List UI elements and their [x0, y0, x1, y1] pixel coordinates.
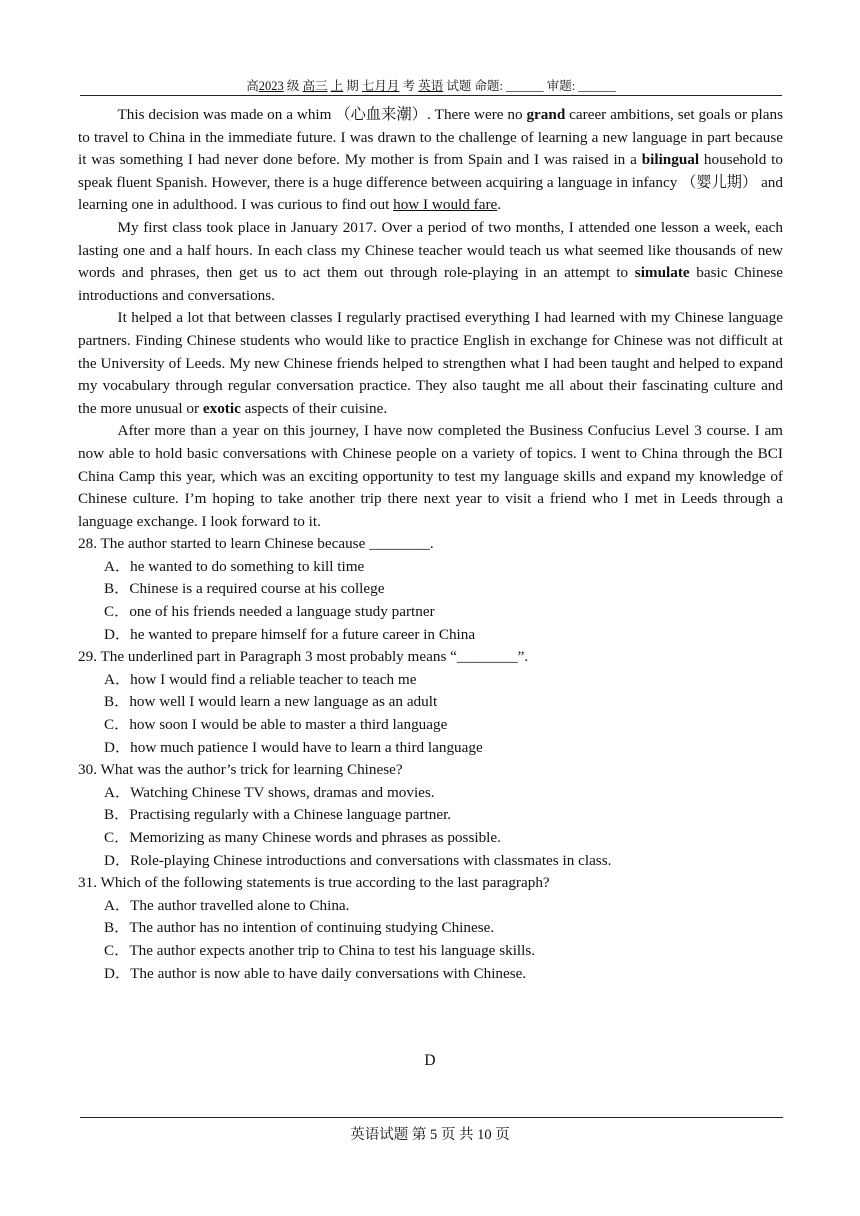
keyword-exotic: exotic — [202, 399, 241, 417]
header-term: 上 — [330, 79, 344, 93]
header-subject: 英语 — [418, 79, 444, 93]
option-a: A．how I would find a reliable teacher to teach me — [104, 670, 417, 688]
page-header — [80, 78, 782, 96]
header-text: 考 — [399, 79, 419, 93]
passage-paragraph-3: It helped a lot that between classes I regularly practised everything I had learned with my Chinese language partners. Finding Chinese students who would like to practice English in exchange for Chinese was not difficult at the University of Leeds. My new Chinese friends helped to strengthen what I had been taught and helped to expand my vocabulary through regular conversation practice. They also taught me all about their fascinating culture and the more unusual or exotic aspects of their cuisine. — [78, 309, 783, 417]
question-stem: 30. What was the author’s trick for learning Chinese? — [78, 761, 403, 779]
option-c: C．Memorizing as many Chinese words and phrases as possible. — [104, 829, 501, 846]
option-d: D．how much patience I would have to learn a third language — [104, 738, 483, 756]
option-b: B．Practising regularly with a Chinese language partner. — [104, 806, 452, 824]
passage-paragraph-1: This decision was made on a whim （心血来潮）. There were no grand career ambitions, set goals or plans to travel to China in the immediate future. I was drawn to the challenge of learning a new language in part because it was something I had never done before. My mother is from Spain and I was raised in a bilingual household to speak fluent Spanish. However, there is a huge difference between acquiring a language in infancy （婴儿期） and learning one in adulthood. I was curious to find out how I would fare. — [78, 106, 784, 214]
question-30 — [78, 759, 783, 872]
option-b: B．Chinese is a required course at his college — [104, 580, 385, 598]
option-a: A．he wanted to do something to kill time — [104, 557, 365, 575]
header-month: 七月月 — [361, 79, 400, 93]
option-c: C．one of his friends needed a language study partner — [104, 603, 435, 621]
option-c: C．how soon I would be able to master a third language — [104, 716, 448, 734]
section-heading: D — [424, 1052, 436, 1069]
passage-paragraph-2: My first class took place in January 2017. Over a period of two months, I attended one lesson a week, each lasting one and a half hours. In each class my Chinese teacher would teach us what seemed like thousands of new words and phrases, then get us to act them out through role-playing in an attempt to simulate basic Chinese introductions and conversations. — [78, 218, 783, 304]
page-content — [78, 104, 783, 985]
question-31 — [78, 872, 783, 985]
question-29 — [78, 646, 783, 759]
option-a: A．The author travelled alone to China. — [104, 896, 350, 914]
keyword-bilingual: bilingual — [641, 151, 700, 169]
header-text: 试题 命题: — [443, 79, 507, 93]
keyword-simulate: simulate — [634, 264, 690, 282]
question-stem: 28. The author started to learn Chinese because ________. — [78, 535, 434, 553]
header-setter-blank: ______ — [506, 79, 544, 93]
passage-paragraph-4: After more than a year on this journey, I have now completed the Business Confucius Level 3 course. I am now able to hold basic conversations with Chinese people on a variety of topics. I went to China through the BCI China Camp this year, which was an exciting opportunity to test my language skills and expand my knowledge of Chinese culture. I’m hoping to take another trip there next year to visit a friend who I met in Leeds through a language exchange. I look forward to it. — [78, 422, 783, 530]
option-d: D．Role-playing Chinese introductions and conversations with classmates in class. — [104, 851, 612, 869]
option-b: B．how well I would learn a new language as an adult — [104, 693, 438, 711]
header-reviewer-blank: ______ — [578, 79, 616, 93]
header-text: 审题: — [543, 79, 579, 93]
header-text: 级 — [283, 79, 303, 93]
footer-divider — [80, 1117, 783, 1118]
header-text: 期 — [343, 79, 362, 93]
underlined-phrase: how I would fare — [393, 196, 498, 214]
header-grade: 高三 — [302, 79, 328, 93]
question-stem: 29. The underlined part in Paragraph 3 most probably means “________”. — [78, 648, 529, 666]
option-b: B．The author has no intention of continuing studying Chinese. — [104, 919, 495, 937]
question-stem: 31. Which of the following statements is true according to the last paragraph? — [78, 874, 550, 892]
question-28 — [78, 533, 783, 646]
option-c: C．The author expects another trip to China to test his language skills. — [104, 941, 536, 959]
option-a: A．Watching Chinese TV shows, dramas and movies. — [104, 783, 435, 801]
option-d: D．he wanted to prepare himself for a future career in China — [104, 625, 476, 643]
header-grade-year: 2023 — [258, 79, 284, 93]
header-text: 高 — [246, 79, 259, 93]
keyword-grand: grand — [526, 106, 566, 123]
option-d: D．The author is now able to have daily conversations with Chinese. — [104, 964, 527, 982]
page-footer: 英语试题 第 5 页 共 10 页 — [350, 1127, 510, 1143]
